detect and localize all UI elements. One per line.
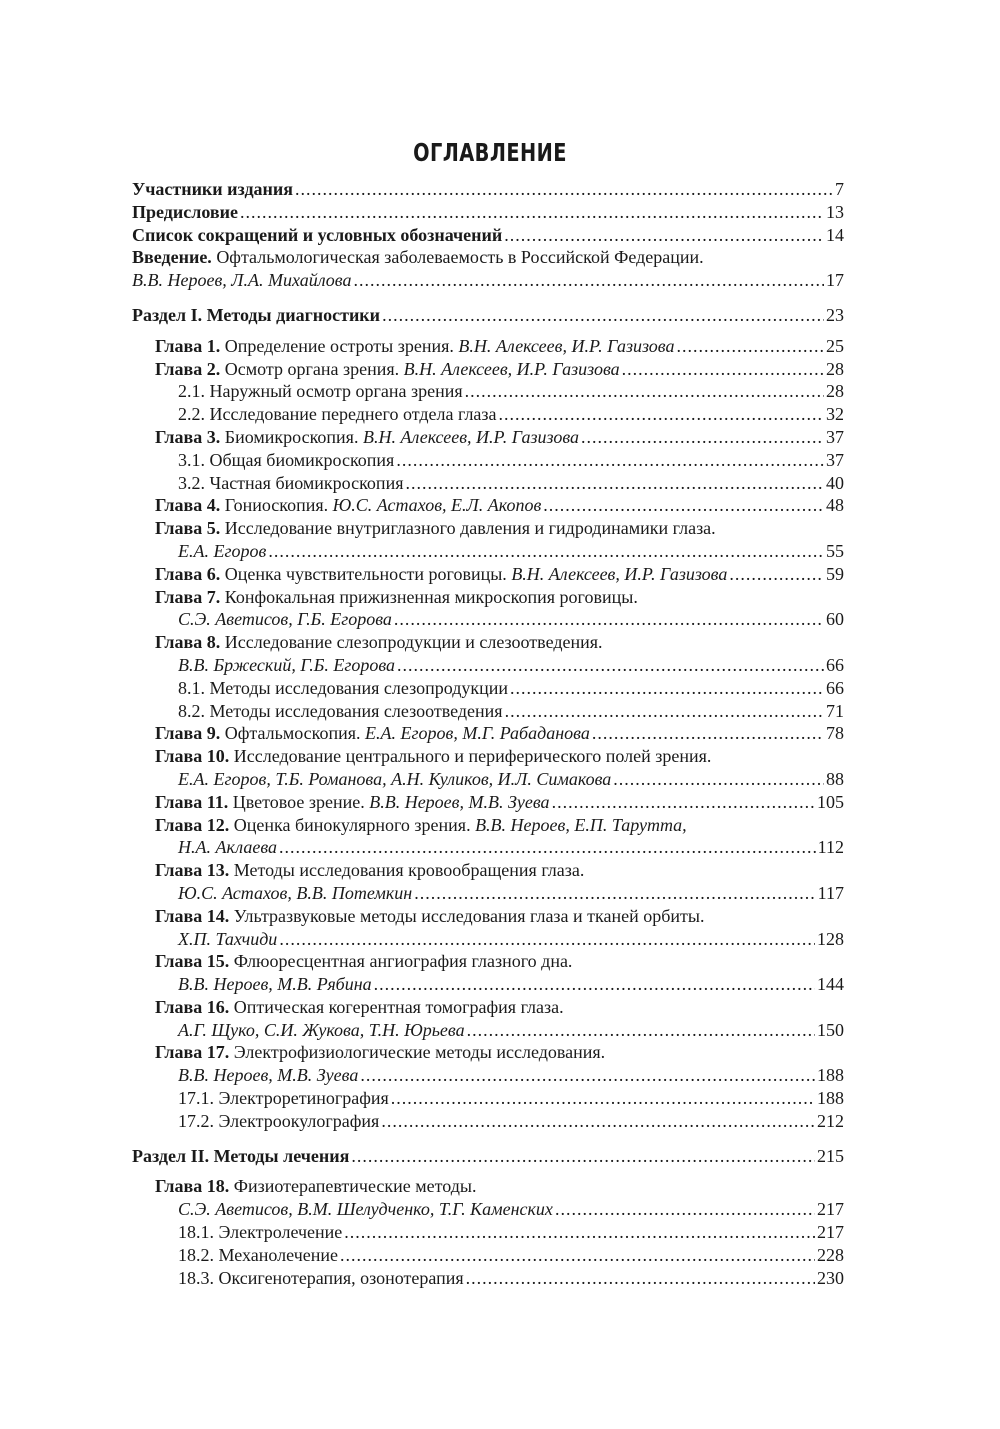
chapter-label: Глава 3. <box>155 426 221 447</box>
page-number: 28 <box>826 381 844 402</box>
page-number: 7 <box>835 179 844 199</box>
toc-entry-line <box>178 1019 844 1042</box>
authors: Ю.С. Астахов, В.В. Потемкин <box>178 882 413 903</box>
entry-label <box>178 882 412 905</box>
page-number: 60 <box>826 609 844 630</box>
toc-entry-line <box>178 472 844 495</box>
toc-entry-line <box>178 973 844 996</box>
chapter-title: Конфокальная прижизненная микроскопия роговицы. <box>224 586 638 607</box>
intro-title: Офтальмологическая заболеваемость в Российской Федерации. <box>216 247 704 268</box>
subsection-label: 2.2. Исследование переднего отдела глаза <box>178 404 497 425</box>
entry-label <box>178 403 497 426</box>
page-number: 112 <box>817 837 844 858</box>
toc-entry-line <box>178 1064 844 1087</box>
chapter-title: Флюоресцентная ангиография глазного дна. <box>233 951 573 972</box>
chapter-title: Физиотерапевтические методы. <box>233 1176 477 1197</box>
toc-line <box>132 540 844 563</box>
page-number: 59 <box>826 563 844 584</box>
subsection-label: 18.1. Электролечение <box>178 1222 343 1243</box>
toc-line <box>132 1244 844 1267</box>
toc-line <box>132 494 844 517</box>
toc-entry-line <box>178 1087 844 1110</box>
chapter-label: Глава 13. <box>155 860 230 881</box>
toc-line <box>132 791 844 814</box>
leader-dots <box>279 928 815 951</box>
chapter-label: Глава 16. <box>155 996 230 1017</box>
toc-line <box>132 403 844 426</box>
entry-label <box>178 1110 379 1133</box>
authors: В.Н. Алексеев, И.Р. Газизова <box>362 426 580 447</box>
toc-entry-line <box>178 882 844 905</box>
toc-line <box>132 563 844 586</box>
chapter-label: Глава 17. <box>155 1042 230 1063</box>
page-number: 13 <box>826 201 844 222</box>
leader-dots <box>391 1087 815 1110</box>
page-number: 66 <box>826 654 844 675</box>
toc-line <box>132 472 844 495</box>
leader-dots <box>504 224 824 247</box>
leader-dots <box>351 1145 815 1168</box>
page-number: 188 <box>817 1065 844 1086</box>
subsection-label: 18.2. Механолечение <box>178 1244 338 1265</box>
toc-entry-line <box>178 608 844 631</box>
leader-dots <box>592 722 824 745</box>
leader-dots <box>465 380 824 403</box>
chapter-label: Глава 4. <box>155 495 221 516</box>
leader-dots <box>466 1267 815 1290</box>
entry-label <box>178 380 463 403</box>
toc-line <box>132 201 844 224</box>
chapter-title: Ультразвуковые методы исследования глаза и тканей орбиты. <box>233 905 705 926</box>
toc-line <box>132 722 844 745</box>
toc-line <box>132 586 844 609</box>
toc-line <box>132 1087 844 1110</box>
entry-label <box>155 722 590 745</box>
leader-dots <box>622 358 824 381</box>
leader-dots <box>555 1198 815 1221</box>
chapter-title: Электрофизиологические методы исследования. <box>233 1042 606 1063</box>
toc-entry-line <box>178 380 844 403</box>
leader-dots <box>279 836 816 859</box>
subsection-label: 3.2. Частная биомикроскопия <box>178 472 404 493</box>
toc-entry-line <box>155 335 844 358</box>
entry-label <box>155 494 541 517</box>
entry-label <box>155 563 727 586</box>
entry-label <box>178 700 503 723</box>
chapter-title: Исследование центрального и периферического полей зрения. <box>233 746 712 767</box>
leader-dots <box>543 494 824 517</box>
entry-label <box>178 1019 465 1042</box>
entry-label <box>155 335 674 358</box>
subsection-label: 17.1. Электроретинография <box>178 1088 389 1109</box>
leader-dots <box>295 178 833 201</box>
toc-line <box>132 1175 844 1198</box>
page-number: 144 <box>817 974 844 995</box>
chapter-title: Гониоскопия. <box>224 495 329 516</box>
entry-label <box>178 973 372 996</box>
subsection-label: 3.1. Общая биомикроскопия <box>178 449 395 470</box>
chapter-title: Цветовое зрение. <box>232 791 365 812</box>
front-matter-label: Участники издания <box>132 179 294 199</box>
chapter-label: Глава 6. <box>155 563 221 584</box>
page-number: 40 <box>826 472 844 493</box>
page-number: 78 <box>826 723 844 744</box>
leader-dots <box>499 403 824 426</box>
page-number: 117 <box>817 882 844 903</box>
leader-dots <box>353 269 824 292</box>
entry-label <box>178 1244 338 1267</box>
leader-dots <box>344 1221 815 1244</box>
toc-line <box>132 1110 844 1133</box>
entry-label <box>132 1145 349 1168</box>
toc-entry-line <box>178 654 844 677</box>
page-number: 37 <box>826 449 844 470</box>
toc-line <box>132 1064 844 1087</box>
chapter-title: Определение остроты зрения. <box>224 335 454 356</box>
subsection-label: 2.1. Наружный осмотр органа зрения <box>178 381 463 402</box>
toc-entry-line <box>178 768 844 791</box>
leader-dots <box>414 882 815 905</box>
authors: В.Н. Алексеев, И.Р. Газизова <box>458 335 675 356</box>
chapter-title: Методы исследования кровообращения глаза. <box>233 860 585 881</box>
chapter-title: Биомикроскопия. <box>224 426 359 447</box>
leader-dots <box>613 768 824 791</box>
table-of-contents <box>132 178 844 1289</box>
leader-dots <box>374 973 815 996</box>
leader-dots <box>396 449 824 472</box>
chapter-label: Глава 9. <box>155 723 221 744</box>
toc-entry-line <box>132 224 844 247</box>
toc-entry-line <box>132 269 844 292</box>
leader-dots <box>729 563 824 586</box>
entry-label <box>178 1087 389 1110</box>
toc-entry-line <box>155 358 844 381</box>
entry-label <box>178 768 611 791</box>
page-number: 71 <box>826 700 844 721</box>
toc-entry-line <box>178 1267 844 1290</box>
entry-label <box>178 677 508 700</box>
toc-line <box>132 449 844 472</box>
page-number: 17 <box>826 270 844 291</box>
page-number: 14 <box>826 224 844 245</box>
chapter-label: Глава 18. <box>155 1176 230 1197</box>
entry-label <box>178 928 277 951</box>
toc-line <box>132 745 844 768</box>
entry-label <box>178 449 394 472</box>
authors: В.В. Нероев, М.В. Рябина <box>178 974 372 995</box>
toc-line <box>132 814 844 837</box>
toc-line <box>132 700 844 723</box>
toc-entry-line <box>178 700 844 723</box>
authors: В.В. Нероев, Л.А. Михайлова <box>132 270 352 291</box>
authors: Ю.С. Астахов, Е.Л. Акопов <box>332 495 542 516</box>
authors: В.Н. Алексеев, И.Р. Газизова <box>511 563 728 584</box>
toc-line <box>132 1198 844 1221</box>
chapter-label: Глава 14. <box>155 905 230 926</box>
toc-line <box>132 224 844 247</box>
toc-entry-line <box>178 928 844 951</box>
page-number: 55 <box>826 540 844 561</box>
toc-line <box>132 654 844 677</box>
leader-dots <box>397 654 824 677</box>
authors: Х.П. Тахчиди <box>178 928 278 949</box>
chapter-title: Исследование внутриглазного давления и гидродинамики глаза. <box>224 518 716 539</box>
chapter-label: Глава 8. <box>155 632 221 653</box>
toc-entry-line <box>155 563 844 586</box>
entry-label <box>155 426 579 449</box>
toc-line <box>132 304 844 327</box>
entry-label <box>178 1064 358 1087</box>
entry-label <box>178 472 403 495</box>
chapter-label: Глава 10. <box>155 746 230 767</box>
page-number: 88 <box>826 768 844 789</box>
toc-entry-line <box>132 1145 844 1168</box>
chapter-title: Исследование слезопродукции и слезоотведения. <box>224 632 603 653</box>
chapter-label: Глава 11. <box>155 791 229 812</box>
section-label: Раздел I. Методы диагностики <box>132 304 381 325</box>
authors: В.В. Нероев, М.В. Зуева <box>369 791 550 812</box>
toc-line <box>132 1041 844 1064</box>
chapter-title: Оценка бинокулярного зрения. <box>233 814 471 835</box>
toc-line <box>132 836 844 859</box>
subsection-label: 8.1. Методы исследования слезопродукции <box>178 677 509 698</box>
leader-dots <box>676 335 824 358</box>
toc-title: ОГЛАВЛЕНИЕ <box>413 138 567 167</box>
toc-entry-line <box>178 677 844 700</box>
toc-line <box>132 517 844 540</box>
authors: А.Г. Щуко, С.И. Жукова, Т.Н. Юрьева <box>178 1019 465 1040</box>
authors: С.Э. Аветисов, В.М. Шелудченко, Т.Г. Каменских <box>178 1199 553 1220</box>
leader-dots <box>405 472 824 495</box>
toc-line <box>132 178 844 201</box>
subsection-label: 18.3. Оксигенотерапия, озонотерапия <box>178 1267 464 1288</box>
authors: Н.А. Аклаева <box>178 837 278 858</box>
entry-label <box>178 608 392 631</box>
authors: Е.А. Егоров, М.Г. Рабаданова <box>365 723 590 744</box>
page-number: 217 <box>817 1199 844 1220</box>
chapter-label: Глава 5. <box>155 518 221 539</box>
page-number: 32 <box>826 404 844 425</box>
toc-line <box>132 1145 844 1168</box>
toc-entry-line <box>178 449 844 472</box>
leader-dots <box>510 677 824 700</box>
toc-line <box>132 905 844 928</box>
toc-line <box>132 1221 844 1244</box>
entry-label <box>155 358 620 381</box>
toc-line <box>132 996 844 1019</box>
toc-entry-line <box>178 403 844 426</box>
toc-line <box>132 1019 844 1042</box>
authors: В.В. Нероев, М.В. Зуева <box>178 1065 359 1086</box>
page-number: 128 <box>817 928 844 949</box>
chapter-label: Глава 15. <box>155 951 230 972</box>
toc-line <box>132 768 844 791</box>
chapter-title: Офтальмоскопия. <box>224 723 361 744</box>
chapter-label: Глава 12. <box>155 814 230 835</box>
page-number: 37 <box>826 426 844 447</box>
toc-line <box>132 608 844 631</box>
leader-dots <box>394 608 824 631</box>
chapter-label: Глава 7. <box>155 586 221 607</box>
page-number: 28 <box>826 358 844 379</box>
intro-label: Введение. <box>132 247 212 268</box>
toc-line <box>132 269 844 292</box>
entry-label <box>132 201 238 224</box>
toc-entry-line <box>132 304 844 327</box>
toc-line <box>132 882 844 905</box>
authors: Е.А. Егоров <box>178 540 267 561</box>
authors: В.В. Нероев, Е.П. Тарутта, <box>475 814 687 835</box>
toc-line <box>132 246 844 269</box>
entry-label <box>178 654 395 677</box>
toc-line <box>132 1267 844 1290</box>
page-number: 66 <box>826 677 844 698</box>
toc-line <box>132 950 844 973</box>
entry-label <box>155 791 550 814</box>
entry-label <box>178 540 266 563</box>
front-matter-label: Список сокращений и условных обозначений <box>132 224 503 245</box>
entry-label <box>178 1198 553 1221</box>
page-number: 150 <box>817 1019 844 1040</box>
toc-entry-line <box>178 1110 844 1133</box>
page-number: 25 <box>826 335 844 356</box>
entry-label <box>178 1267 464 1290</box>
page-number: 23 <box>826 304 844 325</box>
toc-entry-line <box>155 494 844 517</box>
leader-dots <box>360 1064 815 1087</box>
toc-line <box>132 928 844 951</box>
page-number: 230 <box>817 1267 844 1288</box>
chapter-title: Оценка чувствительности роговицы. <box>224 563 507 584</box>
chapter-label: Глава 1. <box>155 335 221 356</box>
chapter-label: Глава 2. <box>155 358 221 379</box>
toc-entry-line <box>155 791 844 814</box>
subsection-label: 8.2. Методы исследования слезоотведения <box>178 700 503 721</box>
page-number: 215 <box>817 1145 844 1166</box>
toc-entry-line <box>132 201 844 224</box>
leader-dots <box>340 1244 815 1267</box>
leader-dots <box>581 426 824 449</box>
leader-dots <box>381 1110 815 1133</box>
chapter-title: Оптическая когерентная томография глаза. <box>233 996 564 1017</box>
page-number: 217 <box>817 1222 844 1243</box>
authors: В.В. Бржеский, Г.Б. Егорова <box>178 654 396 675</box>
toc-line <box>132 859 844 882</box>
toc-line <box>132 426 844 449</box>
leader-dots <box>268 540 824 563</box>
leader-dots <box>552 791 815 814</box>
toc-line <box>132 380 844 403</box>
entry-label <box>132 224 502 247</box>
toc-entry-line <box>155 426 844 449</box>
toc-entry-line <box>178 1221 844 1244</box>
entry-label <box>178 1221 342 1244</box>
authors: Е.А. Егоров, Т.Б. Романова, А.Н. Куликов, И.Л. Симакова <box>178 768 612 789</box>
subsection-label: 17.2. Электроокулография <box>178 1110 380 1131</box>
toc-line <box>132 973 844 996</box>
leader-dots <box>240 201 824 224</box>
page-number: 48 <box>826 495 844 516</box>
toc-entry-line <box>178 836 844 859</box>
chapter-title: Осмотр органа зрения. <box>224 358 400 379</box>
leader-dots <box>382 304 824 327</box>
entry-label <box>132 269 351 292</box>
toc-line <box>132 631 844 654</box>
page-number: 188 <box>817 1088 844 1109</box>
page-number: 105 <box>817 791 844 812</box>
entry-label <box>132 178 293 201</box>
page-number: 212 <box>817 1110 844 1131</box>
toc-entry-line <box>132 178 844 201</box>
section-label: Раздел II. Методы лечения <box>132 1145 350 1166</box>
leader-dots <box>467 1019 815 1042</box>
toc-line <box>132 358 844 381</box>
toc-entry-line <box>155 722 844 745</box>
toc-line <box>132 335 844 358</box>
front-matter-label: Предисловие <box>132 201 238 222</box>
toc-entry-line <box>178 540 844 563</box>
toc-entry-line <box>178 1198 844 1221</box>
leader-dots <box>505 700 824 723</box>
entry-label <box>178 836 277 859</box>
page-number: 228 <box>817 1244 844 1265</box>
toc-line <box>132 677 844 700</box>
toc-entry-line <box>178 1244 844 1267</box>
authors: С.Э. Аветисов, Г.Б. Егорова <box>178 609 392 630</box>
entry-label <box>132 304 380 327</box>
authors: В.Н. Алексеев, И.Р. Газизова <box>403 358 620 379</box>
